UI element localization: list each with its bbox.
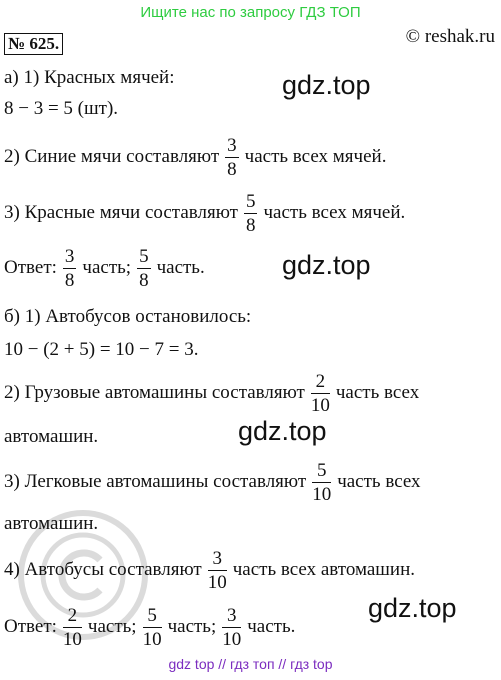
task-number: № 625. [4,33,63,55]
fraction [63,247,77,290]
search-banner: Ищите нас по запросу ГДЗ ТОП [140,4,361,21]
a2-text-after: часть всех мячей. [244,145,387,167]
footer-links: gdz top // гдз топ // гдз top [168,656,333,672]
a-line-2: 8 − 3 = 5 (шт). [4,98,119,119]
b-step-4 [4,549,415,592]
answer-part: часть; [82,256,132,278]
fraction [63,606,82,649]
b4-text-after: часть всех автомашин. [232,558,416,580]
b3-continuation: автомашин. [4,513,99,534]
denominator: 10 [142,629,162,650]
numerator: 5 [245,191,256,212]
fraction [208,549,227,592]
numerator: 2 [63,606,82,628]
a3-text-after: часть всех мячей. [263,201,406,223]
gdz-watermark: gdz.top [282,250,371,280]
numerator: 5 [312,461,331,483]
denominator: 10 [62,629,82,650]
denominator: 8 [227,159,237,180]
copyright-notice: © reshak.ru [405,26,495,47]
denominator: 8 [245,215,256,236]
b-step-3 [4,461,421,504]
denominator: 8 [139,270,149,291]
fraction [244,192,258,235]
denominator: 8 [64,270,75,291]
fraction [143,606,162,649]
numerator: 5 [143,606,162,628]
gdz-watermark: gdz.top [368,593,457,623]
b4-text-before: 4) Автобусы составляют [4,558,202,580]
gdz-watermark: gdz.top [238,416,327,446]
a-line-1: а) 1) Красных мячей: [4,67,175,88]
answer-part: часть. [247,615,296,637]
a-step-2 [4,136,386,179]
numerator: 3 [227,135,237,156]
answer-label: Ответ: [4,615,57,637]
a-answer [4,247,205,290]
answer-label: Ответ: [4,256,57,278]
fraction [311,372,330,415]
b3-text-after: часть всех [337,470,421,492]
a3-text-before: 3) Красные мячи составляют [4,201,238,223]
numerator: 5 [139,246,149,267]
a2-text-before: 2) Синие мячи составляют [4,145,220,167]
denominator: 10 [207,572,227,593]
b2-text-after: часть всех [335,381,420,403]
numerator: 3 [208,549,227,571]
gdz-watermark: gdz.top [282,70,371,100]
denominator: 10 [310,395,330,416]
answer-part: часть; [87,615,137,637]
numerator: 3 [222,606,241,628]
numerator: 2 [311,372,330,394]
fraction [222,606,241,649]
b-answer [4,606,295,649]
b-line-1: б) 1) Автобусов остановилось: [4,306,252,327]
answer-part: часть. [156,256,205,278]
numerator: 3 [64,246,75,267]
answer-part: часть; [167,615,217,637]
denominator: 10 [222,629,242,650]
fraction [225,136,239,179]
b3-text-before: 3) Легковые автомашины составляют [4,470,307,492]
b-line-2: 10 − (2 + 5) = 10 − 7 = 3. [4,339,199,360]
b2-text-before: 2) Грузовые автомашины составляют [4,381,305,403]
fraction [312,461,331,504]
denominator: 10 [312,484,332,505]
fraction [137,247,151,290]
a-step-3 [4,192,405,235]
b2-continuation: автомашин. [4,426,99,447]
b-step-2 [4,372,419,415]
